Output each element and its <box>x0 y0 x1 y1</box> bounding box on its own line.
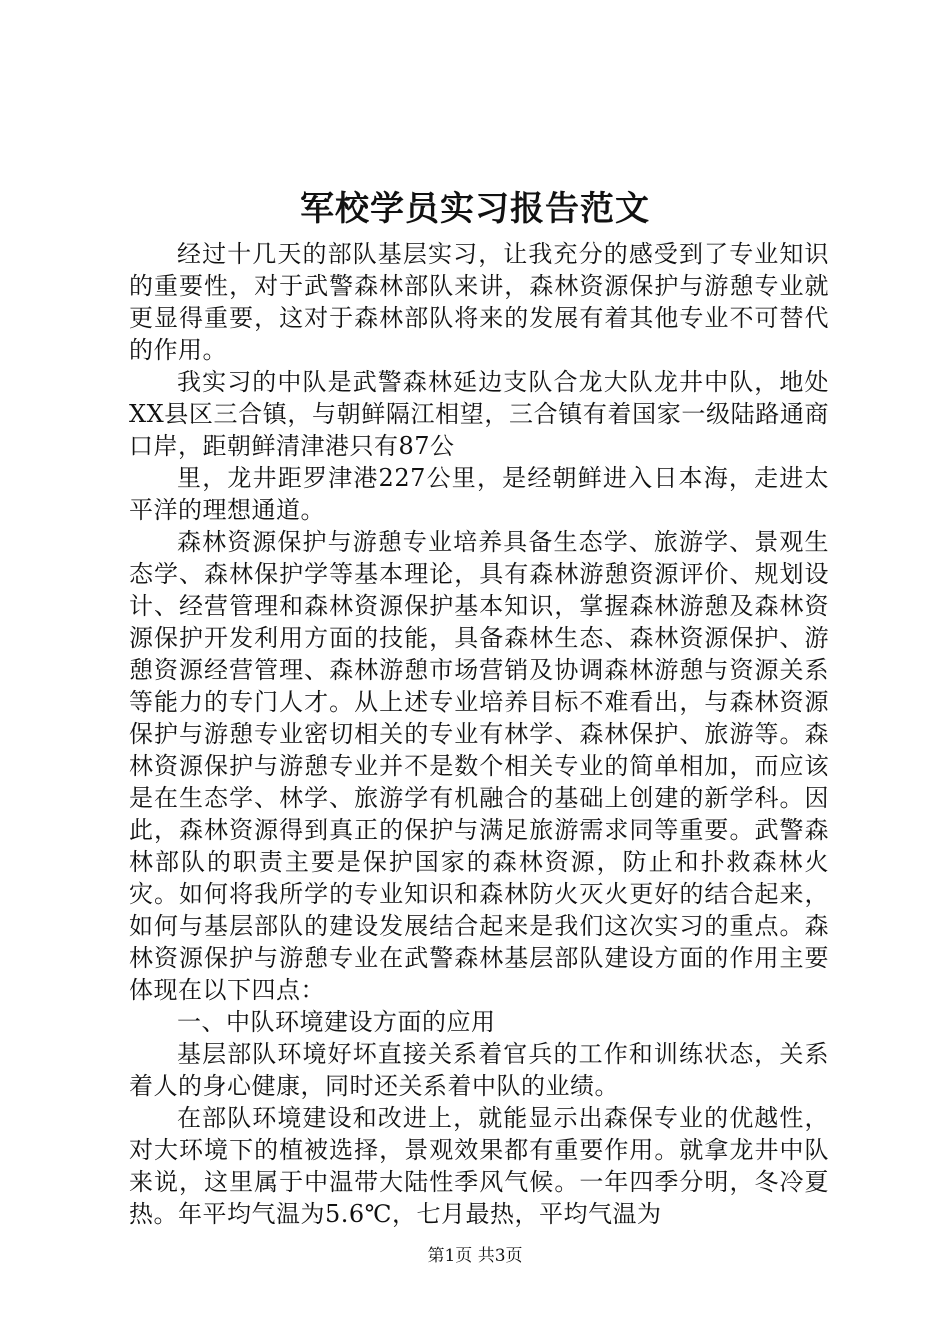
section-heading: 一、中队环境建设方面的应用 <box>177 1008 496 1036</box>
document-body <box>129 238 829 1230</box>
paragraph: 经过十几天的部队基层实习，让我充分的感受到了专业知识的重要性，对于武警森林部队来讲，森林资源保护与游憩专业就更显得重要，这对于森林部队将来的发展有着其他专业不可替代的作用。 <box>129 240 829 364</box>
paragraph: 森林资源保护与游憩专业培养具备生态学、旅游学、景观生态学、森林保护学等基本理论，具有森林游憩资源评价、规划设计、经营管理和森林资源保护基本知识，掌握森林游憩及森林资源保护开发利用方面的技能，具备森林生态、森林资源保护、游憩资源经营管理、森林游憩市场营销及协调森林游憩与资源关系等能力的专门人才。从上述专业培养目标不难看出，与森林资源保护与游憩专业密切相关的专业有林学、森林保护、旅游等。森林资源保护与游憩专业并不是数个相关专业的简单相加，而应该是在生态学、林学、旅游学有机融合的基础上创建的新学科。因此，森林资源得到真正的保护与满足旅游需求同等重要。武警森林部队的职责主要是保护国家的森林资源，防止和扑救森林火灾。如何将我所学的专业知识和森林防火灭火更好的结合起来，如何与基层部队的建设发展结合起来是我们这次实习的重点。森林资源保护与游憩专业在武警森林基层部队建设方面的作用主要体现在以下四点： <box>129 528 829 1004</box>
paragraph: 基层部队环境好坏直接关系着官兵的工作和训练状态，关系着人的身心健康，同时还关系着中队的业绩。 <box>129 1040 829 1100</box>
document-title: 军校学员实习报告范文 <box>300 189 650 229</box>
page-footer: 第1页 共3页 <box>427 1246 523 1266</box>
paragraph: 在部队环境建设和改进上，就能显示出森保专业的优越性，对大环境下的植被选择，景观效果都有重要作用。就拿龙井中队来说，这里属于中温带大陆性季风气候。一年四季分明，冬冷夏热。年平均气温为5.6℃，七月最热，平均气温为 <box>129 1104 829 1228</box>
paragraph: 我实习的中队是武警森林延边支队合龙大队龙井中队，地处XX县区三合镇，与朝鲜隔江相望，三合镇有着国家一级陆路通商口岸，距朝鲜清津港只有87公 <box>129 368 829 460</box>
paragraph: 里，龙井距罗津港227公里，是经朝鲜进入日本海，走进太平洋的理想通道。 <box>129 464 829 524</box>
